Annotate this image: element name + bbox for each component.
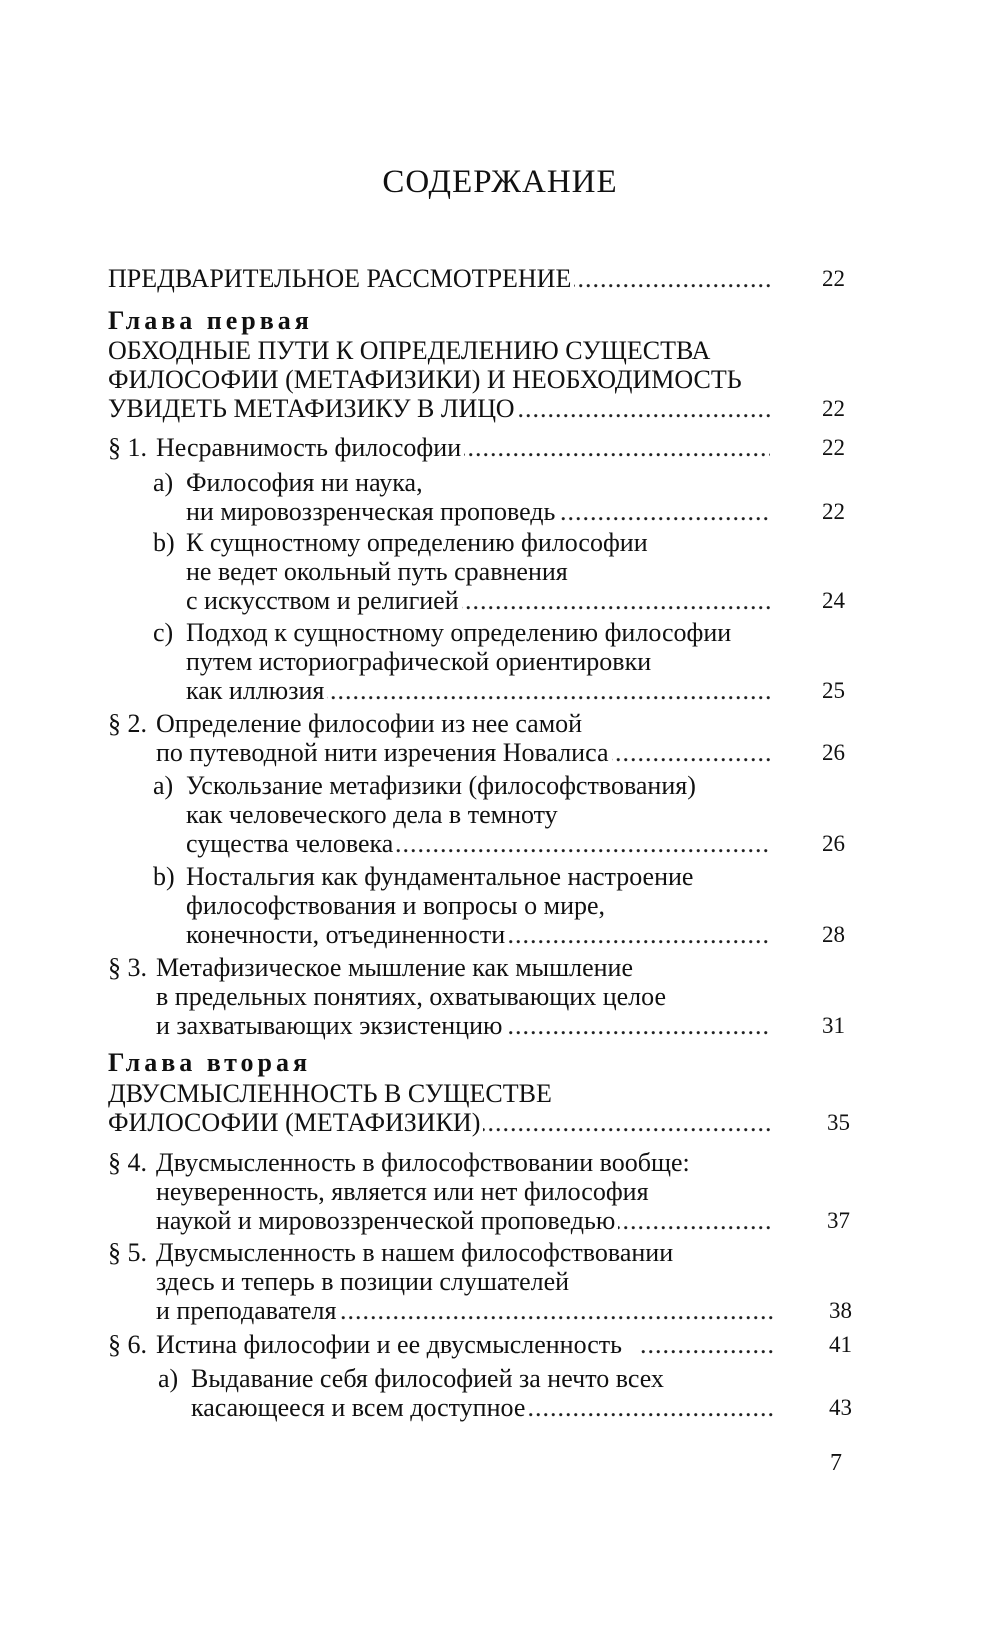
page-ref: 22 bbox=[822, 435, 845, 460]
page-ref: 43 bbox=[829, 1395, 852, 1420]
toc-entry-text: Ностальгия как фундаментальное настроение bbox=[186, 862, 696, 891]
leader-dots bbox=[300, 676, 770, 705]
page-ref: 31 bbox=[822, 1013, 845, 1038]
toc-entry-text: существа человека bbox=[186, 829, 396, 858]
toc-entry-text: ни мировоззренческая проповедь bbox=[186, 497, 558, 526]
page-number: 7 bbox=[830, 1450, 842, 1476]
toc-entry-text: в предельных понятиях, охватывающих целое bbox=[156, 982, 669, 1011]
toc-entry-text: наукой и мировоззренческой проповедью bbox=[156, 1206, 618, 1235]
toc-entry-text: как иллюзия bbox=[186, 676, 327, 705]
section-marker: § 3. bbox=[108, 953, 150, 982]
page-ref: 38 bbox=[829, 1298, 852, 1323]
toc-entry-text: Философия ни наука, bbox=[186, 468, 426, 497]
toc-entry-text: Двусмысленность в философствовании вообще: bbox=[156, 1148, 693, 1177]
toc-entry-text: Ускользание метафизики (философствования) bbox=[186, 771, 699, 800]
page-ref: 26 bbox=[822, 831, 845, 856]
toc-entry-text: с искусством и религией bbox=[186, 586, 462, 615]
section-marker: a) bbox=[153, 771, 176, 800]
leader-dots bbox=[600, 738, 770, 767]
section-marker: b) bbox=[153, 528, 178, 557]
toc-entry-text: здесь и теперь в позиции слушателей bbox=[156, 1267, 572, 1296]
toc-entry-text: Метафизическое мышление как мышление bbox=[156, 953, 636, 982]
page-ref: 25 bbox=[822, 678, 845, 703]
page-ref: 22 bbox=[822, 266, 845, 291]
chapter-label: Глава первая bbox=[108, 306, 313, 335]
page-ref: 37 bbox=[827, 1208, 850, 1233]
chapter-label: Глава вторая bbox=[108, 1048, 312, 1077]
leader-dots bbox=[600, 1206, 772, 1235]
toc-entry-text: касающееся и всем доступное bbox=[191, 1393, 528, 1422]
section-marker: c) bbox=[153, 618, 176, 647]
toc-entry-text: К сущностному определению философии bbox=[186, 528, 651, 557]
toc-entry-text: конечности, отъединенности bbox=[186, 920, 508, 949]
toc-entry-text: Подход к сущностному определению философии bbox=[186, 618, 734, 647]
page-ref: 22 bbox=[822, 396, 845, 421]
toc-entry-text: ОБХОДНЫЕ ПУТИ К ОПРЕДЕЛЕНИЮ СУЩЕСТВА bbox=[108, 336, 713, 365]
page-ref: 24 bbox=[822, 588, 845, 613]
toc-entry-text: неуверенность, является или нет философия bbox=[156, 1177, 652, 1206]
page-ref: 28 bbox=[822, 922, 845, 947]
toc-entry-text: и захватывающих экзистенцию bbox=[156, 1011, 505, 1040]
page-title: СОДЕРЖАНИЕ bbox=[382, 164, 618, 200]
toc-entry-text: ФИЛОСОФИИ (МЕТАФИЗИКИ) И НЕОБХОДИМОСТЬ bbox=[108, 365, 745, 394]
toc-entry-text: Выдавание себя философией за нечто всех bbox=[191, 1364, 667, 1393]
section-marker: b) bbox=[153, 862, 178, 891]
toc-entry-text: Истина философии и ее двусмысленность bbox=[156, 1330, 625, 1359]
leader-dots bbox=[520, 1393, 775, 1422]
page-ref: 41 bbox=[829, 1332, 852, 1357]
page-ref: 35 bbox=[827, 1110, 850, 1135]
toc-entry-text: не ведет окольный путь сравнения bbox=[186, 557, 571, 586]
leader-dots bbox=[640, 1330, 775, 1359]
page-ref: 22 bbox=[822, 499, 845, 524]
section-marker: a) bbox=[158, 1364, 181, 1393]
leader-dots bbox=[500, 920, 770, 949]
toc-entry-text: ФИЛОСОФИИ (МЕТАФИЗИКИ) bbox=[108, 1108, 483, 1137]
toc-entry-text: Определение философии из нее самой bbox=[156, 709, 585, 738]
toc-entry-text: ПРЕДВАРИТЕЛЬНОЕ РАССМОТРЕНИЕ bbox=[108, 264, 574, 293]
section-marker: § 1. bbox=[108, 433, 150, 462]
toc-entry-text: Несравнимость философии bbox=[156, 433, 464, 462]
section-marker: § 2. bbox=[108, 709, 150, 738]
toc-entry-text: по путеводной нити изречения Новалиса bbox=[156, 738, 612, 767]
toc-entry-text: как человеческого дела в темноту bbox=[186, 800, 561, 829]
toc-entry-text: путем историографической ориентировки bbox=[186, 647, 654, 676]
page-ref: 26 bbox=[822, 740, 845, 765]
toc-entry-text: и преподавателя bbox=[156, 1296, 339, 1325]
toc-entry-text: философствования и вопросы о мире, bbox=[186, 891, 608, 920]
toc-entry-text: УВИДЕТЬ МЕТАФИЗИКУ В ЛИЦО bbox=[108, 394, 518, 423]
toc-entry-text: Двусмысленность в нашем философствовании bbox=[156, 1238, 676, 1267]
section-marker: a) bbox=[153, 468, 176, 497]
section-marker: § 4. bbox=[108, 1148, 150, 1177]
leader-dots bbox=[500, 1011, 770, 1040]
leader-dots bbox=[420, 586, 770, 615]
section-marker: § 5. bbox=[108, 1238, 150, 1267]
leader-dots bbox=[340, 1296, 775, 1325]
leader-dots bbox=[380, 829, 770, 858]
section-marker: § 6. bbox=[108, 1330, 150, 1359]
toc-entry-text: ДВУСМЫСЛЕННОСТЬ В СУЩЕСТВЕ bbox=[108, 1079, 555, 1108]
